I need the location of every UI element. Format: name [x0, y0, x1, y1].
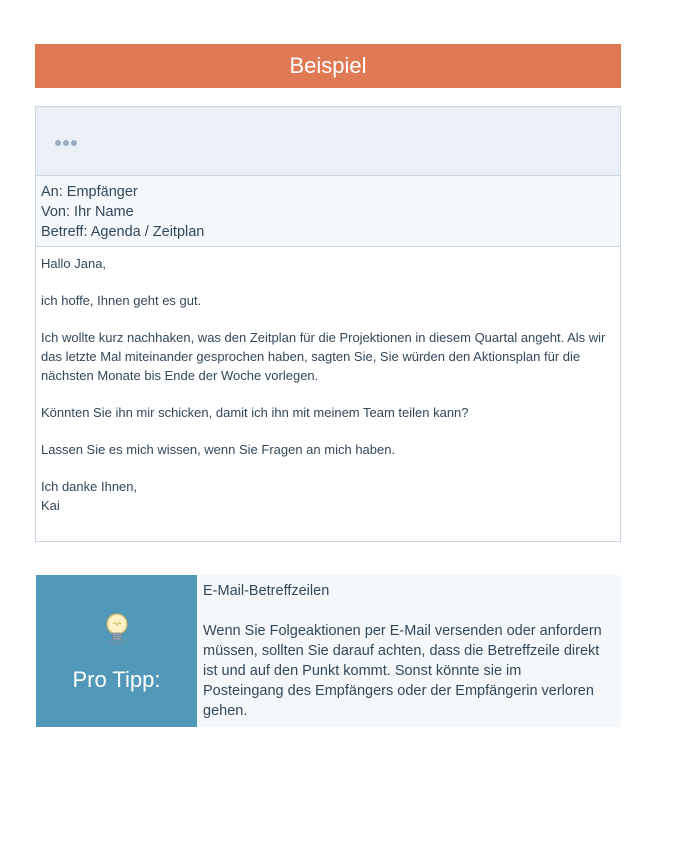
email-toolbar — [36, 107, 620, 176]
pro-tip-sidebar — [36, 575, 197, 727]
pro-tip-title: E-Mail-Betreffzeilen — [203, 583, 330, 599]
pro-tip-box — [36, 575, 621, 727]
email-from: Von: Ihr Name — [41, 204, 134, 220]
email-subject: Betreff: Agenda / Zeitplan — [41, 224, 205, 240]
email-paragraph: Könnten Sie ihn mir schicken, damit ich ihn mit meinem Team teilen kann? — [41, 405, 469, 420]
email-mockup — [35, 106, 621, 542]
lightbulb-icon — [102, 611, 132, 647]
email-to: An: Empfänger — [41, 184, 138, 200]
pro-tip-label: Pro Tipp: — [72, 667, 161, 692]
email-paragraph: ich hoffe, Ihnen geht es gut. — [41, 293, 202, 308]
email-headers — [36, 176, 620, 247]
email-body — [36, 247, 620, 515]
pro-tip-text: Wenn Sie Folgeaktionen per E-Mail versenden oder anfordern müssen, sollten Sie darauf achten, dass die Betreffzeile direkt ist und auf den Punkt kommt. Sonst könnte sie im Posteingang des Empfängers oder der Empfängerin verloren gehen. — [203, 623, 602, 719]
email-closing-text: Ich danke Ihnen, — [41, 479, 138, 494]
pro-tip-content — [203, 581, 603, 721]
more-options-icon — [55, 140, 77, 146]
example-banner: Beispiel — [35, 44, 621, 88]
email-paragraph: Ich wollte kurz nachhaken, was den Zeitplan für die Projektionen in diesem Quartal angeht. Als wir das letzte Mal miteinander gesprochen haben, sagten Sie, Sie würden den Aktionsplan für die nächsten Monate bis Ende der Woche vorlegen. — [41, 330, 606, 383]
email-greeting: Hallo Jana, — [41, 256, 107, 271]
email-signature: Kai — [41, 498, 60, 513]
email-paragraph: Lassen Sie es mich wissen, wenn Sie Fragen an mich haben. — [41, 442, 396, 457]
email-closing — [41, 477, 615, 515]
